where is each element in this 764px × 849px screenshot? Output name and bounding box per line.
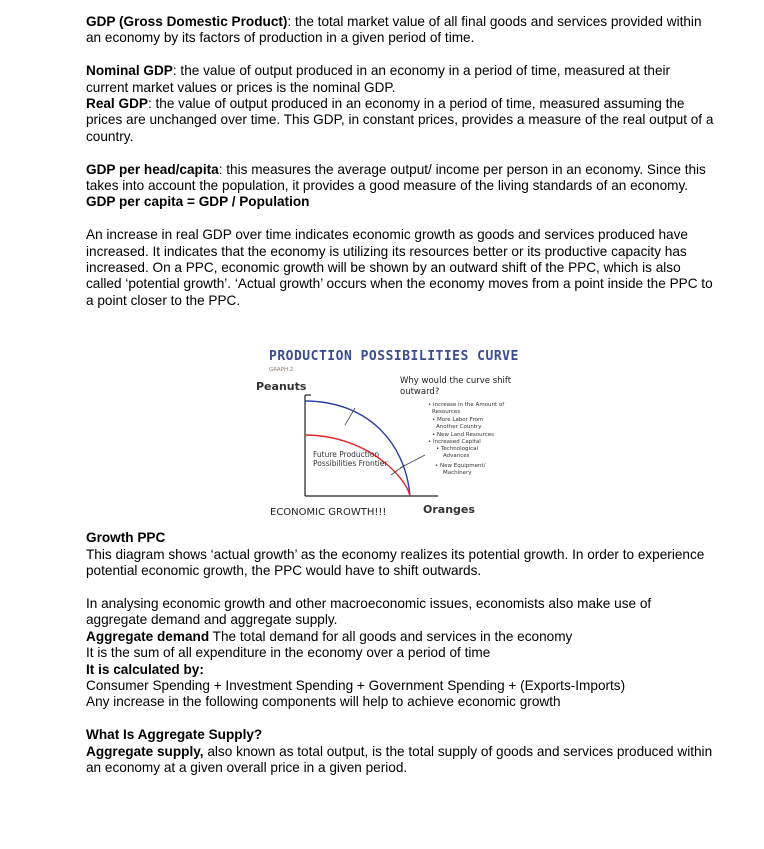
nominal-gdp-def: : the value of output produced in an economy in a period of time, measured at their current market values or prices is the nominal GDP.: [86, 63, 671, 95]
aggregate-supply-heading: What Is Aggregate Supply?: [86, 727, 263, 743]
shift-pointer-upper: [345, 408, 355, 425]
ppc-figure: [255, 345, 535, 520]
reason-2b: Another Country: [436, 424, 482, 430]
gdp-per-capita-term: GDP per head/capita: [86, 161, 219, 177]
reason-6: • New Equipment/: [435, 463, 486, 469]
gdp-per-capita-def: : this measures the average output/ income per person in an economy. Since this takes into account the population, it provides a good measure of the living standards of an economy.: [86, 161, 706, 194]
aggregate-demand-term: Aggregate demand: [86, 628, 210, 644]
reason-1b: Resources: [432, 409, 461, 415]
graph-label: GRAPH 2: [269, 367, 294, 373]
aggregate-demand-definition: [86, 629, 716, 645]
aggregate-supply-term: Aggregate supply,: [86, 743, 204, 759]
economic-growth-paragraph: An increase in real GDP over time indicates economic growth as goods and services produced have increased. It indicates that the economy is utilizing its resources better or its productive capacity has increased. On a PPC, economic growth will be shown by an outward shift of the PPC, which is also called ‘potential growth’. ‘Actual growth’ occurs when the economy moves from a point inside the PPC to a point closer to the PPC.: [86, 227, 713, 308]
reason-2: • More Labor From: [432, 417, 484, 423]
x-axis-label: Oranges: [423, 503, 475, 516]
real-gdp-def: : the value of output produced in an economy in a period of time, measured assuming the prices are unchanged over time. This GDP, in constant prices, provides a measure of the real output of a country.: [86, 96, 714, 144]
figure-caption: ECONOMIC GROWTH!!!: [270, 507, 387, 518]
aggregate-supply-def: also known as total output, is the total supply of goods and services produced within an economy at a given overall price in a given period.: [86, 743, 713, 775]
original-ppc-curve: [305, 401, 410, 496]
nominal-gdp-term: Nominal GDP: [86, 63, 173, 79]
gdp-per-capita-formula: GDP per capita = GDP / Population: [86, 194, 310, 210]
gdp-term: GDP (Gross Domestic Product): [86, 14, 288, 29]
question-line2: outward?: [400, 387, 440, 397]
aggregate-demand-sum: It is the sum of all expenditure in the economy over a period of time: [86, 645, 491, 661]
gdp-def: : the total market value of all final goods and services provided within an economy by its factors of production in a given period of time.: [86, 14, 702, 46]
question-line1: Why would the curve shift: [400, 376, 512, 386]
reason-4: • Increased Capital: [428, 439, 481, 445]
nominal-gdp-definition: [86, 63, 716, 96]
real-gdp-definition: [86, 96, 716, 145]
curve-label-line2: Possibilities Frontier: [313, 459, 388, 468]
growth-ppc-heading: Growth PPC: [86, 530, 166, 546]
aggregate-intro: In analysing economic growth and other macroeconomic issues, economists also make use of aggregate demand and aggregate supply.: [86, 595, 652, 628]
real-gdp-term: Real GDP: [86, 96, 148, 112]
reason-1: • Increase in the Amount of: [428, 402, 505, 408]
reason-5: • Technological: [436, 446, 478, 452]
growth-ppc-text: This diagram shows ‘actual growth’ as the economy realizes its potential growth. In order to experience potential economic growth, the PPC would have to shift outwards.: [86, 546, 705, 579]
curve-label-line1: Future Production: [313, 450, 380, 459]
gdp-definition: [86, 14, 716, 47]
reason-5b: Advances: [443, 453, 470, 459]
calculated-by-heading: It is calculated by:: [86, 661, 204, 677]
aggregate-demand-formula: Consumer Spending + Investment Spending + Government Spending + (Exports-Imports): [86, 677, 626, 693]
figure-title: PRODUCTION POSSIBILITIES CURVE: [269, 349, 519, 364]
gdp-per-capita-definition: [86, 162, 716, 195]
reason-3: • New Land Resources: [432, 432, 494, 438]
reasons-pointer: [400, 455, 425, 468]
aggregate-supply-definition: [86, 744, 716, 777]
aggregate-demand-def: The total demand for all goods and services in the economy: [209, 628, 573, 644]
reason-6b: Machinery: [443, 470, 472, 476]
y-axis-label: Peanuts: [256, 380, 307, 393]
components-line: Any increase in the following components will help to achieve economic growth: [86, 694, 561, 710]
